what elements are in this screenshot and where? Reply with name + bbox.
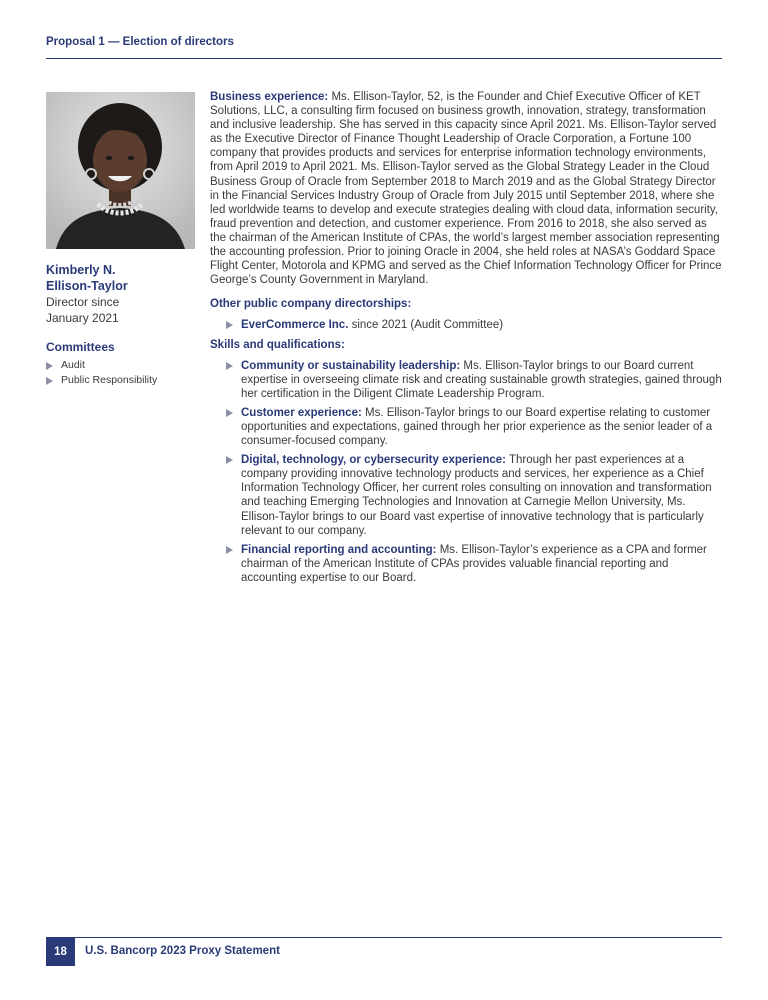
skill-item xyxy=(226,359,724,401)
director-bio xyxy=(210,90,724,590)
committees-heading: Committees xyxy=(46,340,115,354)
director-sidebar xyxy=(46,262,196,388)
director-name-line2: Ellison-Taylor xyxy=(46,279,128,293)
triangle-bullet-icon xyxy=(46,377,53,385)
committee-label: Public Responsibility xyxy=(61,374,158,386)
committee-item xyxy=(46,358,196,373)
triangle-bullet-icon xyxy=(226,409,233,417)
triangle-bullet-icon xyxy=(226,546,233,554)
page-section-header: Proposal 1 — Election of directors xyxy=(46,36,234,48)
triangle-bullet-icon xyxy=(46,362,53,370)
triangle-bullet-icon xyxy=(226,362,233,370)
skill-label: Customer experience: xyxy=(241,406,362,419)
directorships-list xyxy=(210,318,724,332)
director-since-line2: January 2021 xyxy=(46,311,119,325)
footer-divider xyxy=(46,937,722,938)
skill-text: Ms. Ellison-Taylor brings to our Board expertise relating to customer opportunities and expectations, gained through her prior experience as the senior leader of a consumer-focused company. xyxy=(241,406,713,448)
business-experience-paragraph xyxy=(210,90,724,287)
directorships-heading: Other public company directorships: xyxy=(210,298,412,311)
business-experience-text: Ms. Ellison-Taylor, 52, is the Founder and Chief Executive Officer of KET Solutions, LLC, a consulting firm focused on business growth, innovation, strategy, transformation and inclusive leadership. She has served in this capacity since April 2021. Ms. Ellison-Taylor served as the Executive Director of Finance Thought Leadership of Oracle Corporation, a Fortune 100 company that provides products and services for enterprise information technology environments, from April 2019 to April 2021. Ms. Ellison-Taylor served as the Global Strategy Leader in the Cloud Business Group of Oracle from September 2018 to March 2019 and as the Global Strategy Director in the Financial Services Industry Group of Oracle from July 2015 until September 2018, where she led worldwide teams to develop and execute strategies dealing with cloud data, information security, fraud prevention and detection, and customer experience. From 2016 to 2018, she also served as the chairman of the American Institute of CPAs, the world’s largest member association representing the accounting profession. Prior to joining Oracle in 2004, she held roles at NASA’s Goddard Space Flight Center, Motorola and KPMG and served as the Chief Information Technology Officer for Prince George’s County Government in Maryland. xyxy=(210,91,722,287)
skill-item xyxy=(226,453,724,538)
skill-text: Ms. Ellison-Taylor brings to our Board current expertise in overseeing climate risk and creating sustainable growth strategies, gained through her certification in the Diligent Climate Leadership Program. xyxy=(241,359,722,400)
directorship-detail: since 2021 (Audit Committee) xyxy=(348,319,504,332)
footer-publication-title: U.S. Bancorp 2023 Proxy Statement xyxy=(85,945,280,957)
skills-list xyxy=(210,359,724,585)
triangle-bullet-icon xyxy=(226,321,233,329)
skill-item xyxy=(226,406,724,448)
committee-label: Audit xyxy=(61,359,85,371)
skill-label: Digital, technology, or cybersecurity experience: xyxy=(241,454,507,467)
directorship-item xyxy=(226,318,724,332)
skills-heading: Skills and qualifications: xyxy=(210,338,345,351)
committees-list xyxy=(46,358,196,388)
triangle-bullet-icon xyxy=(226,456,233,464)
committee-item xyxy=(46,373,196,388)
director-name-line1: Kimberly N. xyxy=(46,263,116,277)
header-divider xyxy=(46,58,722,59)
skill-text: Through her past experiences at a company providing innovative technology products and services, her experience as a Chief Information Technology Officer, her current roles consulting on innovation and transformation and teaching Emerging Technologies and Innovation at Carnegie Mellon University, Ms. Ellison-Taylor brings to our Board vast expertise of innovative technology that is particularly relevant to our company. xyxy=(241,454,712,537)
business-experience-label: Business experience: xyxy=(210,91,329,103)
skill-item xyxy=(226,543,724,585)
skill-label: Financial reporting and accounting: xyxy=(241,543,437,556)
page-number: 18 xyxy=(46,938,75,966)
director-since-line1: Director since xyxy=(46,295,120,309)
directorship-company: EverCommerce Inc. xyxy=(241,319,349,332)
skill-text: Ms. Ellison-Taylor’s experience as a CPA and former chairman of the American Institute of CPAs provides valuable financial reporting and accounting expertise to our Board. xyxy=(241,543,707,584)
director-photo xyxy=(46,92,195,249)
skill-label: Community or sustainability leadership: xyxy=(241,359,461,372)
